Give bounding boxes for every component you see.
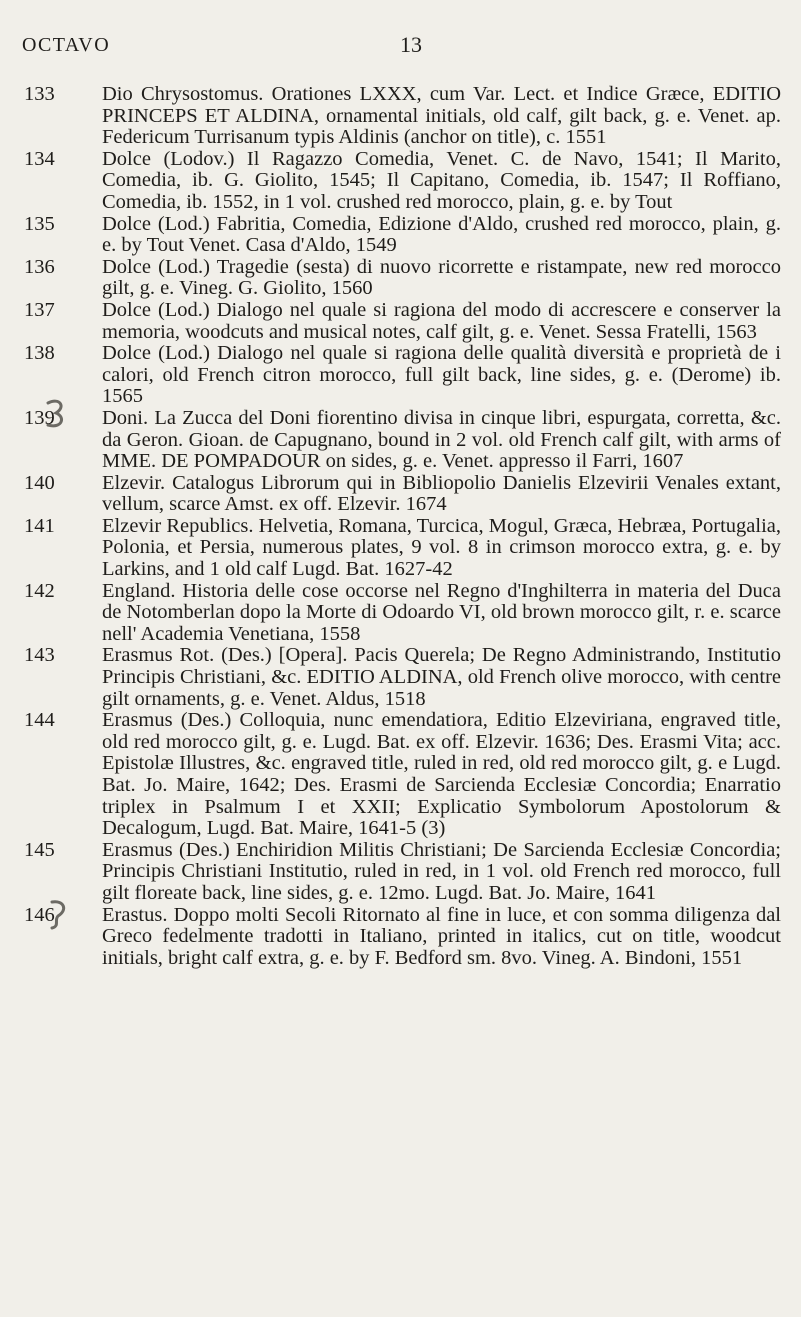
lot-number: 135 <box>24 212 55 235</box>
lot-entry <box>0 84 801 149</box>
lot-description: Dolce (Lodov.) Il Ragazzo Comedia, Venet. C. de Navo, 1541; Il Marito, Comedia, ib. G. Giolito, 1545; Il Capitano, Comedia, ib. 1547; Il Roffiano, Comedia, ib. 1552, in 1 vol. crushed red morocco, plain, g. e. by Tout <box>102 147 781 213</box>
section-title: OCTAVO <box>22 34 111 56</box>
lot-number: 141 <box>24 514 55 537</box>
lot-number: 140 <box>24 471 55 494</box>
lot-description: Dolce (Lod.) Dialogo nel quale si ragiona del modo di accrescere e conserver la memoria, woodcuts and musical notes, calf gilt, g. e. Venet. Sessa Fratelli, 1563 <box>102 298 781 343</box>
lot-entry <box>0 149 801 214</box>
lot-number: 142 <box>24 579 55 602</box>
lot-entry <box>0 300 801 343</box>
page-number: 13 <box>400 32 422 57</box>
lot-description: Dolce (Lod.) Dialogo nel quale si ragiona delle qualità diversità e proprietà de i calori, old French citron morocco, full gilt back, line sides, g. e. (Derome) ib. 1565 <box>102 342 781 408</box>
lot-description: Erasmus (Des.) Enchiridion Militis Christiani; De Sarcienda Ecclesiæ Concordia; Principis Christiani Institutio, ruled in red, in 1 vol. old French red morocco, full gilt floreate back, line sides, g. e. 12mo. Lugd. Bat. Jo. Maire, 1641 <box>102 838 781 904</box>
lot-entry <box>0 473 801 516</box>
lot-entry <box>0 905 801 970</box>
lot-description: Dolce (Lod.) Fabritia, Comedia, Edizione d'Aldo, crushed red morocco, plain, g. e. by Tout Venet. Casa d'Aldo, 1549 <box>102 212 781 257</box>
lot-description: Elzevir Republics. Helvetia, Romana, Turcica, Mogul, Græca, Hebræa, Portugalia, Polonia, et Persia, numerous plates, 9 vol. 8 in crimson morocco extra, g. e. by Larkins, and 1 old calf Lugd. Bat. 1627-42 <box>102 514 781 581</box>
page-header <box>0 0 801 60</box>
lot-description: Elzevir. Catalogus Librorum qui in Bibliopolio Danielis Elzevirii Venales extant, vellum, scarce Amst. ex off. Elzevir. 1674 <box>102 471 781 516</box>
lot-entry <box>0 343 801 408</box>
lot-entry <box>0 581 801 646</box>
lot-entry <box>0 710 801 840</box>
lot-description: Dolce (Lod.) Tragedie (sesta) di nuovo ricorrette e ristampate, new red morocco gilt, g. e. Vineg. G. Giolito, 1560 <box>102 255 781 300</box>
lot-number: 145 <box>24 838 55 861</box>
lot-number: 138 <box>24 342 55 365</box>
lot-number: 137 <box>24 298 55 321</box>
lot-description: Erasmus Rot. (Des.) [Opera]. Pacis Querela; De Regno Administrando, Institutio Principis Christiani, &c. EDITIO ALDINA, old French olive morocco, with centre gilt ornaments, g. e. Venet. Aldus, 1518 <box>102 644 781 710</box>
lot-entry <box>0 516 801 581</box>
lot-description: Erastus. Doppo molti Secoli Ritornato al fine in luce, et con somma diligenza dal Greco fedelmente tradotti in Italiano, printed in italics, cut on title, woodcut initials, bright calf extra, g. e. by F. Bedford sm. 8vo. Vineg. A. Bindoni, 1551 <box>102 903 781 969</box>
lot-number: 144 <box>24 709 55 732</box>
lot-entry <box>0 408 801 473</box>
lot-number: 146 <box>24 903 55 926</box>
lot-entry <box>0 257 801 300</box>
lot-number: 133 <box>24 83 55 105</box>
lot-number: 134 <box>24 147 55 170</box>
lot-number: 136 <box>24 255 55 278</box>
lot-description: Doni. La Zucca del Doni fiorentino divisa in cinque libri, espurgata, corretta, &c. da Geron. Gioan. de Capugnano, bound in 2 vol. old French calf gilt, with arms of MME. DE POMPADOUR on sides, g. e. Venet. appresso il Farri, 1607 <box>102 406 781 473</box>
lot-entry <box>0 645 801 710</box>
lot-description: England. Historia delle cose occorse nel Regno d'Inghilterra in materia del Duca de Notomberlan dopo la Morte di Odoardo VI, old brown morocco gilt, r. e. scarce nell' Academia Venetiana, 1558 <box>102 579 781 645</box>
lot-entry <box>0 214 801 257</box>
lot-list <box>0 84 801 969</box>
lot-number: 143 <box>24 644 55 667</box>
lot-number: 139 <box>24 406 55 429</box>
lot-entry <box>0 840 801 905</box>
lot-description: Dio Chrysostomus. Orationes LXXX, cum Var. Lect. et Indice Græce, EDITIO PRINCEPS ET ALDINA, ornamental initials, old calf, gilt back, g. e. Venet. ap. Federicum Turrisanum typis Aldinis (anchor on title), c. 1551 <box>102 83 781 149</box>
lot-description: Erasmus (Des.) Colloquia, nunc emendatiora, Editio Elzeviriana, engraved title, old red morocco gilt, g. e. Lugd. Bat. ex off. Elzevir. 1636; Des. Erasmi Vita; acc. Epistolæ Illustres, &c. engraved title, ruled in red, old red morocco gilt, g. e Lugd. Bat. Jo. Maire, 1642; Des. Erasmi de Sarcienda Ecclesiæ Concordia; Enarratio triplex in Psalmum I et XXII; Explicatio Symbolorum Apostolorum & Decalogum, Lugd. Bat. Maire, 1641-5 (3) <box>102 709 781 840</box>
